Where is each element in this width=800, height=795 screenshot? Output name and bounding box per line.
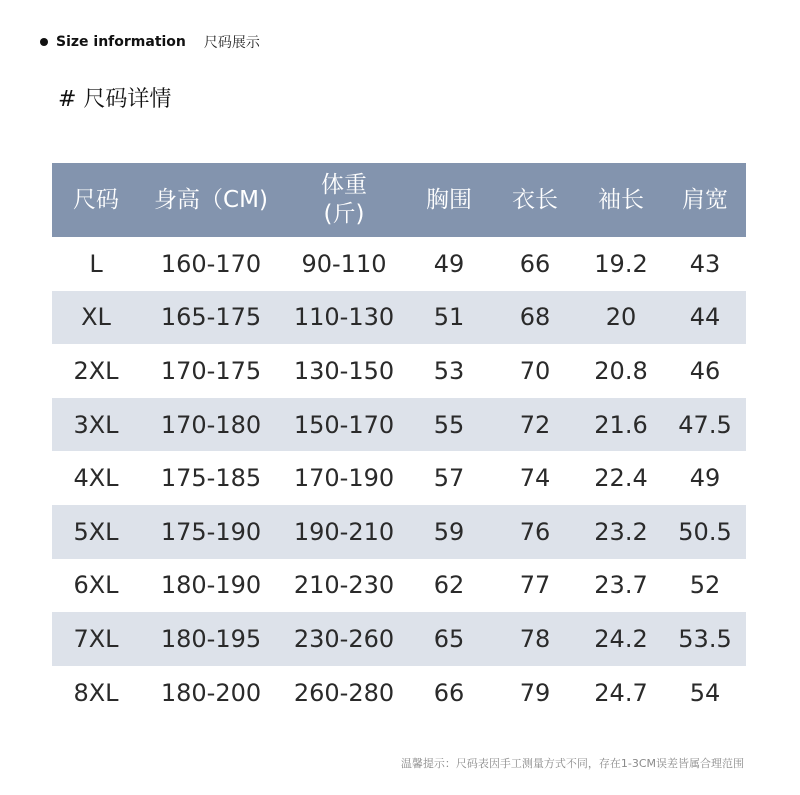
header-weight <box>282 163 406 237</box>
header-size: 尺码 <box>52 163 140 237</box>
cell-size: 6XL <box>73 571 119 600</box>
cell-chest: 49 <box>433 249 465 278</box>
cell-chest: 55 <box>406 398 492 452</box>
header-chest: 胸围 <box>406 163 492 237</box>
header-length: 衣长 <box>492 163 578 237</box>
cell-chest: 51 <box>406 291 492 345</box>
cell-height: 180-190 <box>160 571 262 600</box>
cell-height: 165-175 <box>140 291 282 345</box>
cell-shoulder: 52 <box>689 571 721 600</box>
cell-sleeve: 24.2 <box>578 612 664 666</box>
cell-sleeve: 22.4 <box>594 464 648 493</box>
cell-height: 175-190 <box>140 505 282 559</box>
cell-shoulder: 44 <box>664 291 746 345</box>
cell-weight: 110-130 <box>282 291 406 345</box>
cell-size: 8XL <box>73 678 119 707</box>
table-row <box>52 291 746 345</box>
header-weight-line1: 体重 <box>321 172 367 199</box>
cell-weight: 260-280 <box>293 678 395 707</box>
size-info-header <box>40 30 260 54</box>
cell-chest: 57 <box>433 464 465 493</box>
cell-size: XL <box>52 291 140 345</box>
cell-weight: 90-110 <box>301 249 387 278</box>
table-row <box>52 666 746 720</box>
cell-shoulder: 54 <box>689 678 721 707</box>
header-shoulder: 肩宽 <box>664 163 746 237</box>
cell-weight: 170-190 <box>293 464 395 493</box>
table-row <box>52 237 746 291</box>
section-title: # 尺码详情 <box>58 87 172 112</box>
cell-height: 170-180 <box>140 398 282 452</box>
cell-size: 2XL <box>73 356 119 385</box>
cell-length: 77 <box>519 571 551 600</box>
table-row <box>52 344 746 398</box>
table-row <box>52 398 746 452</box>
cell-chest: 53 <box>433 356 465 385</box>
cell-weight: 230-260 <box>282 612 406 666</box>
cell-length: 76 <box>492 505 578 559</box>
table-body <box>52 237 746 719</box>
cell-weight: 130-150 <box>293 356 395 385</box>
cell-chest: 66 <box>433 678 465 707</box>
cell-shoulder: 46 <box>689 356 721 385</box>
cell-length: 79 <box>519 678 551 707</box>
size-info-label-en: Size information <box>56 34 186 50</box>
cell-height: 175-185 <box>160 464 262 493</box>
cell-length: 66 <box>519 249 551 278</box>
cell-shoulder: 50.5 <box>664 505 746 559</box>
cell-shoulder: 53.5 <box>664 612 746 666</box>
cell-height: 180-200 <box>160 678 262 707</box>
cell-length: 68 <box>492 291 578 345</box>
cell-size: 7XL <box>52 612 140 666</box>
cell-chest: 62 <box>433 571 465 600</box>
cell-shoulder: 47.5 <box>664 398 746 452</box>
table-row <box>52 505 746 559</box>
cell-size: 5XL <box>52 505 140 559</box>
table-row <box>52 559 746 613</box>
cell-weight: 150-170 <box>282 398 406 452</box>
cell-weight: 210-230 <box>293 571 395 600</box>
cell-sleeve: 20 <box>578 291 664 345</box>
header-weight-line2: (斤) <box>323 201 365 227</box>
cell-height: 170-175 <box>160 356 262 385</box>
bullet-icon <box>40 38 48 46</box>
header-sleeve: 袖长 <box>578 163 664 237</box>
cell-sleeve: 20.8 <box>594 356 648 385</box>
cell-chest: 65 <box>406 612 492 666</box>
cell-size: 3XL <box>52 398 140 452</box>
cell-size: 4XL <box>73 464 119 493</box>
cell-sleeve: 23.2 <box>578 505 664 559</box>
cell-sleeve: 24.7 <box>594 678 648 707</box>
cell-weight: 190-210 <box>282 505 406 559</box>
size-info-label-cn: 尺码展示 <box>203 35 260 51</box>
cell-sleeve: 19.2 <box>594 249 648 278</box>
footer-note: 温馨提示：尺码表因手工测量方式不同，存在1-3CM误差皆属合理范围 <box>400 757 744 770</box>
cell-length: 78 <box>492 612 578 666</box>
cell-size: L <box>89 249 103 278</box>
cell-chest: 59 <box>406 505 492 559</box>
cell-length: 72 <box>492 398 578 452</box>
cell-height: 160-170 <box>160 249 262 278</box>
table-header-row <box>52 163 746 237</box>
cell-shoulder: 43 <box>689 249 721 278</box>
header-height: 身高（CM) <box>140 163 282 237</box>
cell-sleeve: 23.7 <box>594 571 648 600</box>
cell-length: 70 <box>519 356 551 385</box>
cell-shoulder: 49 <box>689 464 721 493</box>
size-table <box>52 163 746 719</box>
cell-sleeve: 21.6 <box>578 398 664 452</box>
cell-height: 180-195 <box>140 612 282 666</box>
cell-length: 74 <box>519 464 551 493</box>
table-row <box>52 612 746 666</box>
table-row <box>52 451 746 505</box>
